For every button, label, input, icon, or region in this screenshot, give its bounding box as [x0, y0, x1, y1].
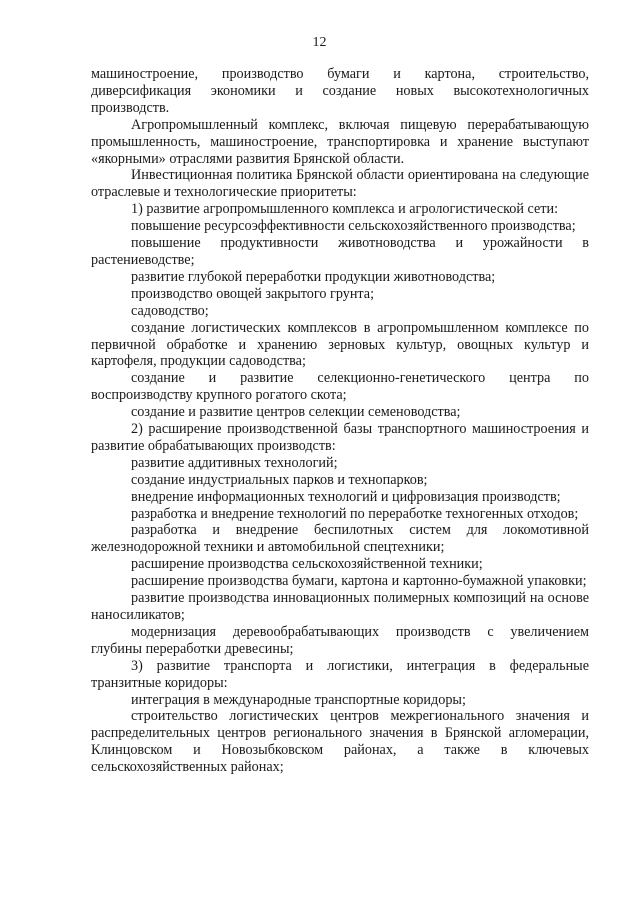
list-item: строительство логистических центров межрегионального значения и распределительных центров регионального значения в Брянской агломерации, Клинцовском и Новозыбковском районах, а также в ключевых сельскохозяйственных районах;	[91, 708, 589, 776]
list-item: внедрение информационных технологий и цифровизация производств;	[131, 488, 561, 505]
paragraph: машиностроение, производство бумаги и картона, строительство, диверсификация экономики и создание новых высокотехнологичных производств.	[91, 66, 589, 116]
list-item: модернизация деревообрабатывающих производств с увеличением глубины переработки древесины;	[91, 623, 589, 657]
list-item: развитие глубокой переработки продукции животноводства;	[131, 268, 496, 285]
list-item: интеграция в международные транспортные коридоры;	[131, 691, 466, 708]
list-item: разработка и внедрение технологий по переработке техногенных отходов;	[131, 505, 579, 522]
list-item: развитие аддитивных технологий;	[131, 454, 338, 471]
page-number: 12	[312, 35, 327, 50]
list-item: развитие производства инновационных полимерных композиций на основе наносиликатов;	[91, 590, 589, 623]
priority-heading: 2) расширение производственной базы транспортного машиностроения и развитие обрабатывающих производств:	[91, 421, 589, 454]
list-item: расширение производства бумаги, картона и картонно-бумажной упаковки;	[131, 573, 587, 590]
list-item: создание и развитие центров селекции семеноводства;	[131, 404, 461, 421]
paragraph: Инвестиционная политика Брянской области ориентирована на следующие отраслевые и технологические приоритеты:	[91, 167, 589, 201]
list-item: создание и развитие селекционно-генетического центра по воспроизводству крупного рогатого скота;	[91, 370, 589, 404]
document-body	[91, 66, 589, 776]
list-item: создание индустриальных парков и технопарков;	[131, 471, 428, 488]
priority-heading: 1) развитие агропромышленного комплекса и агрологистической сети:	[131, 201, 559, 218]
list-item: повышение ресурсоэффективности сельскохозяйственного производства;	[131, 218, 576, 235]
list-item: создание логистических комплексов в агропромышленном комплексе по первичной обработке и хранению зерновых культур, овощных культур и картофеля, продукции садоводства;	[91, 319, 589, 370]
list-item: повышение продуктивности животноводства и урожайности в растениеводстве;	[91, 235, 589, 268]
list-item: расширение производства сельскохозяйственной техники;	[131, 556, 483, 573]
paragraph: Агропромышленный комплекс, включая пищевую перерабатывающую промышленность, машиностроение, транспортировка и хранение выступают «якорными» отраслями развития Брянской области.	[91, 116, 589, 167]
list-item: садоводство;	[131, 302, 209, 319]
list-item: производство овощей закрытого грунта;	[131, 285, 375, 302]
list-item: разработка и внедрение беспилотных систем для локомотивной железнодорожной техники и автомобильной спецтехники;	[91, 522, 589, 556]
priority-heading: 3) развитие транспорта и логистики, интеграция в федеральные транзитные коридоры:	[91, 657, 589, 691]
